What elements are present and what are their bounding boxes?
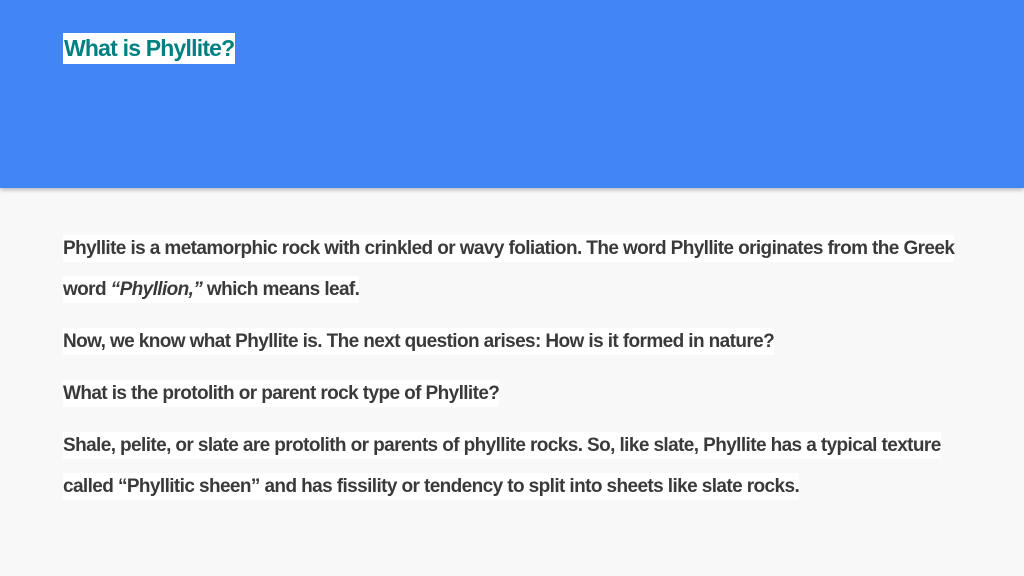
paragraph-formation-question — [63, 321, 963, 362]
paragraph-protolith-answer — [63, 425, 963, 507]
slide-title: What is Phyllite? — [63, 33, 235, 64]
paragraph-definition — [63, 228, 963, 310]
paragraph-protolith-question — [63, 373, 963, 414]
header-band — [0, 0, 1024, 188]
protolith-question-text: What is the protolith or parent rock type of Phyllite? — [63, 380, 499, 407]
paragraph-definition-text — [63, 235, 954, 303]
definition-text-end: which means leaf. — [202, 279, 360, 300]
slide-body — [63, 228, 963, 518]
definition-greek-word: “Phyllion,” — [110, 279, 203, 300]
protolith-answer-text: Shale, pelite, or slate are protolith or parents of phyllite rocks. So, like slate, Phyllite has a typical texture called “Phyllitic sheen” and has fissility or tendency to split into sheets like slate rocks. — [63, 432, 941, 500]
formation-question-text: Now, we know what Phyllite is. The next question arises: How is it formed in nature? — [63, 328, 774, 355]
definition-text-start: Phyllite is a metamorphic rock with crinkled or wavy foliation. The word Phyllite originates from the Greek word — [63, 238, 955, 300]
